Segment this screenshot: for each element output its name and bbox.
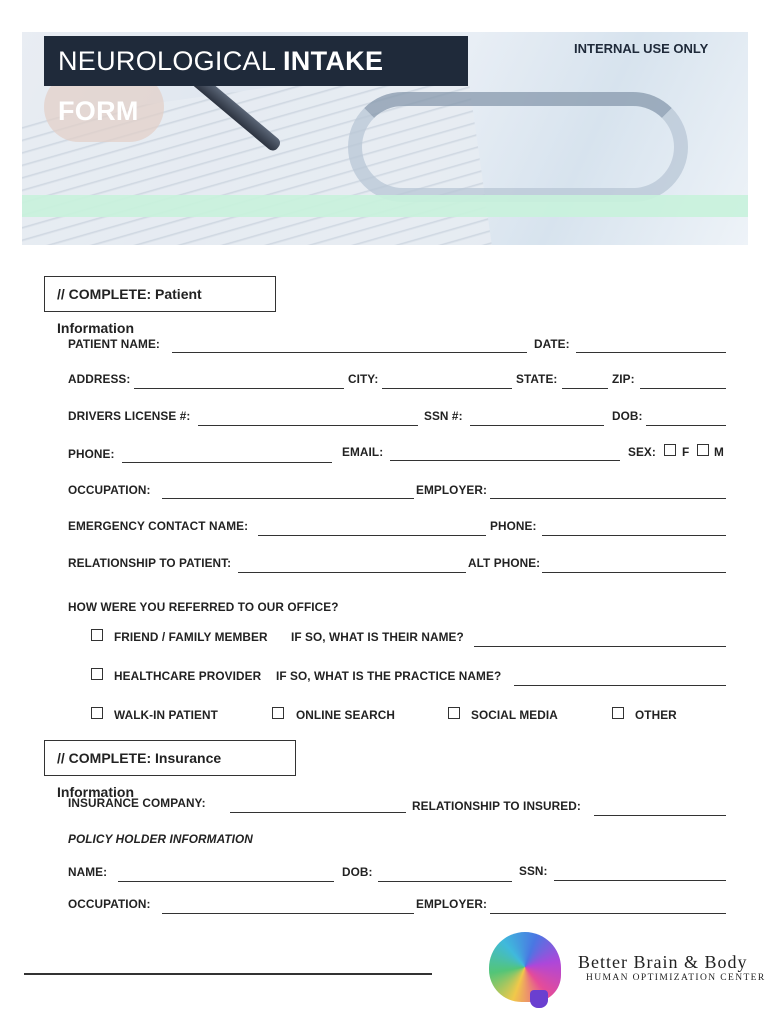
heading-prefix: // COMPLETE: <box>57 286 152 302</box>
patient-name-label: PATIENT NAME: <box>68 337 160 351</box>
emergency-phone-label: PHONE: <box>490 519 537 533</box>
heading-text: Insurance Information <box>57 750 222 800</box>
provider-followup-label: IF SO, WHAT IS THE PRACTICE NAME? <box>276 669 502 683</box>
stethoscope-icon <box>348 92 688 202</box>
date-label: DATE: <box>534 337 570 351</box>
phone-field[interactable] <box>122 462 332 463</box>
logo-subtitle: HUMAN OPTIMIZATION CENTER <box>586 973 766 983</box>
sex-f-label: F <box>682 445 690 459</box>
policy-holder-heading: POLICY HOLDER INFORMATION <box>68 832 253 846</box>
insurance-company-label: INSURANCE COMPANY: <box>68 796 206 810</box>
ssn-field[interactable] <box>470 425 604 426</box>
brain-logo-icon <box>489 932 561 1002</box>
sex-m-label: M <box>714 445 724 459</box>
patient-section-heading <box>44 276 276 336</box>
zip-field[interactable] <box>640 388 726 389</box>
friend-checkbox[interactable] <box>91 629 103 641</box>
address-field[interactable] <box>134 388 344 389</box>
online-search-label: ONLINE SEARCH <box>296 708 395 722</box>
logo-title: Better Brain & Body <box>578 952 748 972</box>
phone-label: PHONE: <box>68 447 115 461</box>
alt-phone-label: ALT PHONE: <box>468 556 541 570</box>
emergency-phone-field[interactable] <box>542 535 726 536</box>
alt-phone-field[interactable] <box>542 572 726 573</box>
employer-field[interactable] <box>490 498 726 499</box>
social-media-checkbox[interactable] <box>448 707 460 719</box>
date-field[interactable] <box>576 352 726 353</box>
sex-label: SEX: <box>628 445 656 459</box>
drivers-license-label: DRIVERS LICENSE #: <box>68 409 191 423</box>
emergency-contact-field[interactable] <box>258 535 486 536</box>
provider-checkbox[interactable] <box>91 668 103 680</box>
other-checkbox[interactable] <box>612 707 624 719</box>
patient-name-field[interactable] <box>172 352 527 353</box>
holder-occupation-label: OCCUPATION: <box>68 897 151 911</box>
walk-in-label: WALK-IN PATIENT <box>114 708 218 722</box>
relationship-insured-field[interactable] <box>594 815 726 816</box>
holder-name-label: NAME: <box>68 865 108 879</box>
friend-name-field[interactable] <box>474 646 726 647</box>
city-label: CITY: <box>348 372 379 386</box>
email-label: EMAIL: <box>342 445 384 459</box>
brain-stem-icon <box>530 990 548 1008</box>
sex-f-checkbox[interactable] <box>664 444 676 456</box>
relationship-field[interactable] <box>238 572 466 573</box>
friend-followup-label: IF SO, WHAT IS THEIR NAME? <box>291 630 464 644</box>
relationship-insured-label: RELATIONSHIP TO INSURED: <box>412 799 581 813</box>
drivers-license-field[interactable] <box>198 425 418 426</box>
holder-dob-field[interactable] <box>378 881 512 882</box>
page-title <box>44 36 468 126</box>
email-field[interactable] <box>390 460 620 461</box>
other-label: OTHER <box>635 708 677 722</box>
insurance-section-heading <box>44 740 296 800</box>
provider-label: HEALTHCARE PROVIDER <box>114 669 262 683</box>
friend-label: FRIEND / FAMILY MEMBER <box>114 630 268 644</box>
dob-field[interactable] <box>646 425 726 426</box>
social-media-label: SOCIAL MEDIA <box>471 708 558 722</box>
online-search-checkbox[interactable] <box>272 707 284 719</box>
holder-occupation-field[interactable] <box>162 913 414 914</box>
heading-text: Patient Information <box>57 286 202 336</box>
zip-label: ZIP: <box>612 372 635 386</box>
occupation-field[interactable] <box>162 498 414 499</box>
walk-in-checkbox[interactable] <box>91 707 103 719</box>
title-bold: INTAKE FORM <box>58 46 384 126</box>
ssn-label: SSN #: <box>424 409 463 423</box>
emergency-contact-label: EMERGENCY CONTACT NAME: <box>68 519 249 533</box>
sex-m-checkbox[interactable] <box>697 444 709 456</box>
relationship-label: RELATIONSHIP TO PATIENT: <box>68 556 232 570</box>
dob-label: DOB: <box>612 409 643 423</box>
internal-use-note: INTERNAL USE ONLY <box>574 41 709 56</box>
state-field[interactable] <box>562 388 608 389</box>
state-label: STATE: <box>516 372 558 386</box>
footer-divider <box>24 973 432 975</box>
practice-name-field[interactable] <box>514 685 726 686</box>
title-regular: NEUROLOGICAL <box>58 46 276 76</box>
holder-ssn-field[interactable] <box>554 880 726 881</box>
address-label: ADDRESS: <box>68 372 131 386</box>
banner-stripe <box>22 195 748 217</box>
holder-ssn-label: SSN: <box>519 864 548 878</box>
employer-label: EMPLOYER: <box>416 483 488 497</box>
city-field[interactable] <box>382 388 512 389</box>
heading-prefix: // COMPLETE: <box>57 750 152 766</box>
holder-employer-field[interactable] <box>490 913 726 914</box>
occupation-label: OCCUPATION: <box>68 483 151 497</box>
holder-employer-label: EMPLOYER: <box>416 897 488 911</box>
holder-name-field[interactable] <box>118 881 334 882</box>
holder-dob-label: DOB: <box>342 865 373 879</box>
referral-question: HOW WERE YOU REFERRED TO OUR OFFICE? <box>68 600 339 614</box>
insurance-company-field[interactable] <box>230 812 406 813</box>
